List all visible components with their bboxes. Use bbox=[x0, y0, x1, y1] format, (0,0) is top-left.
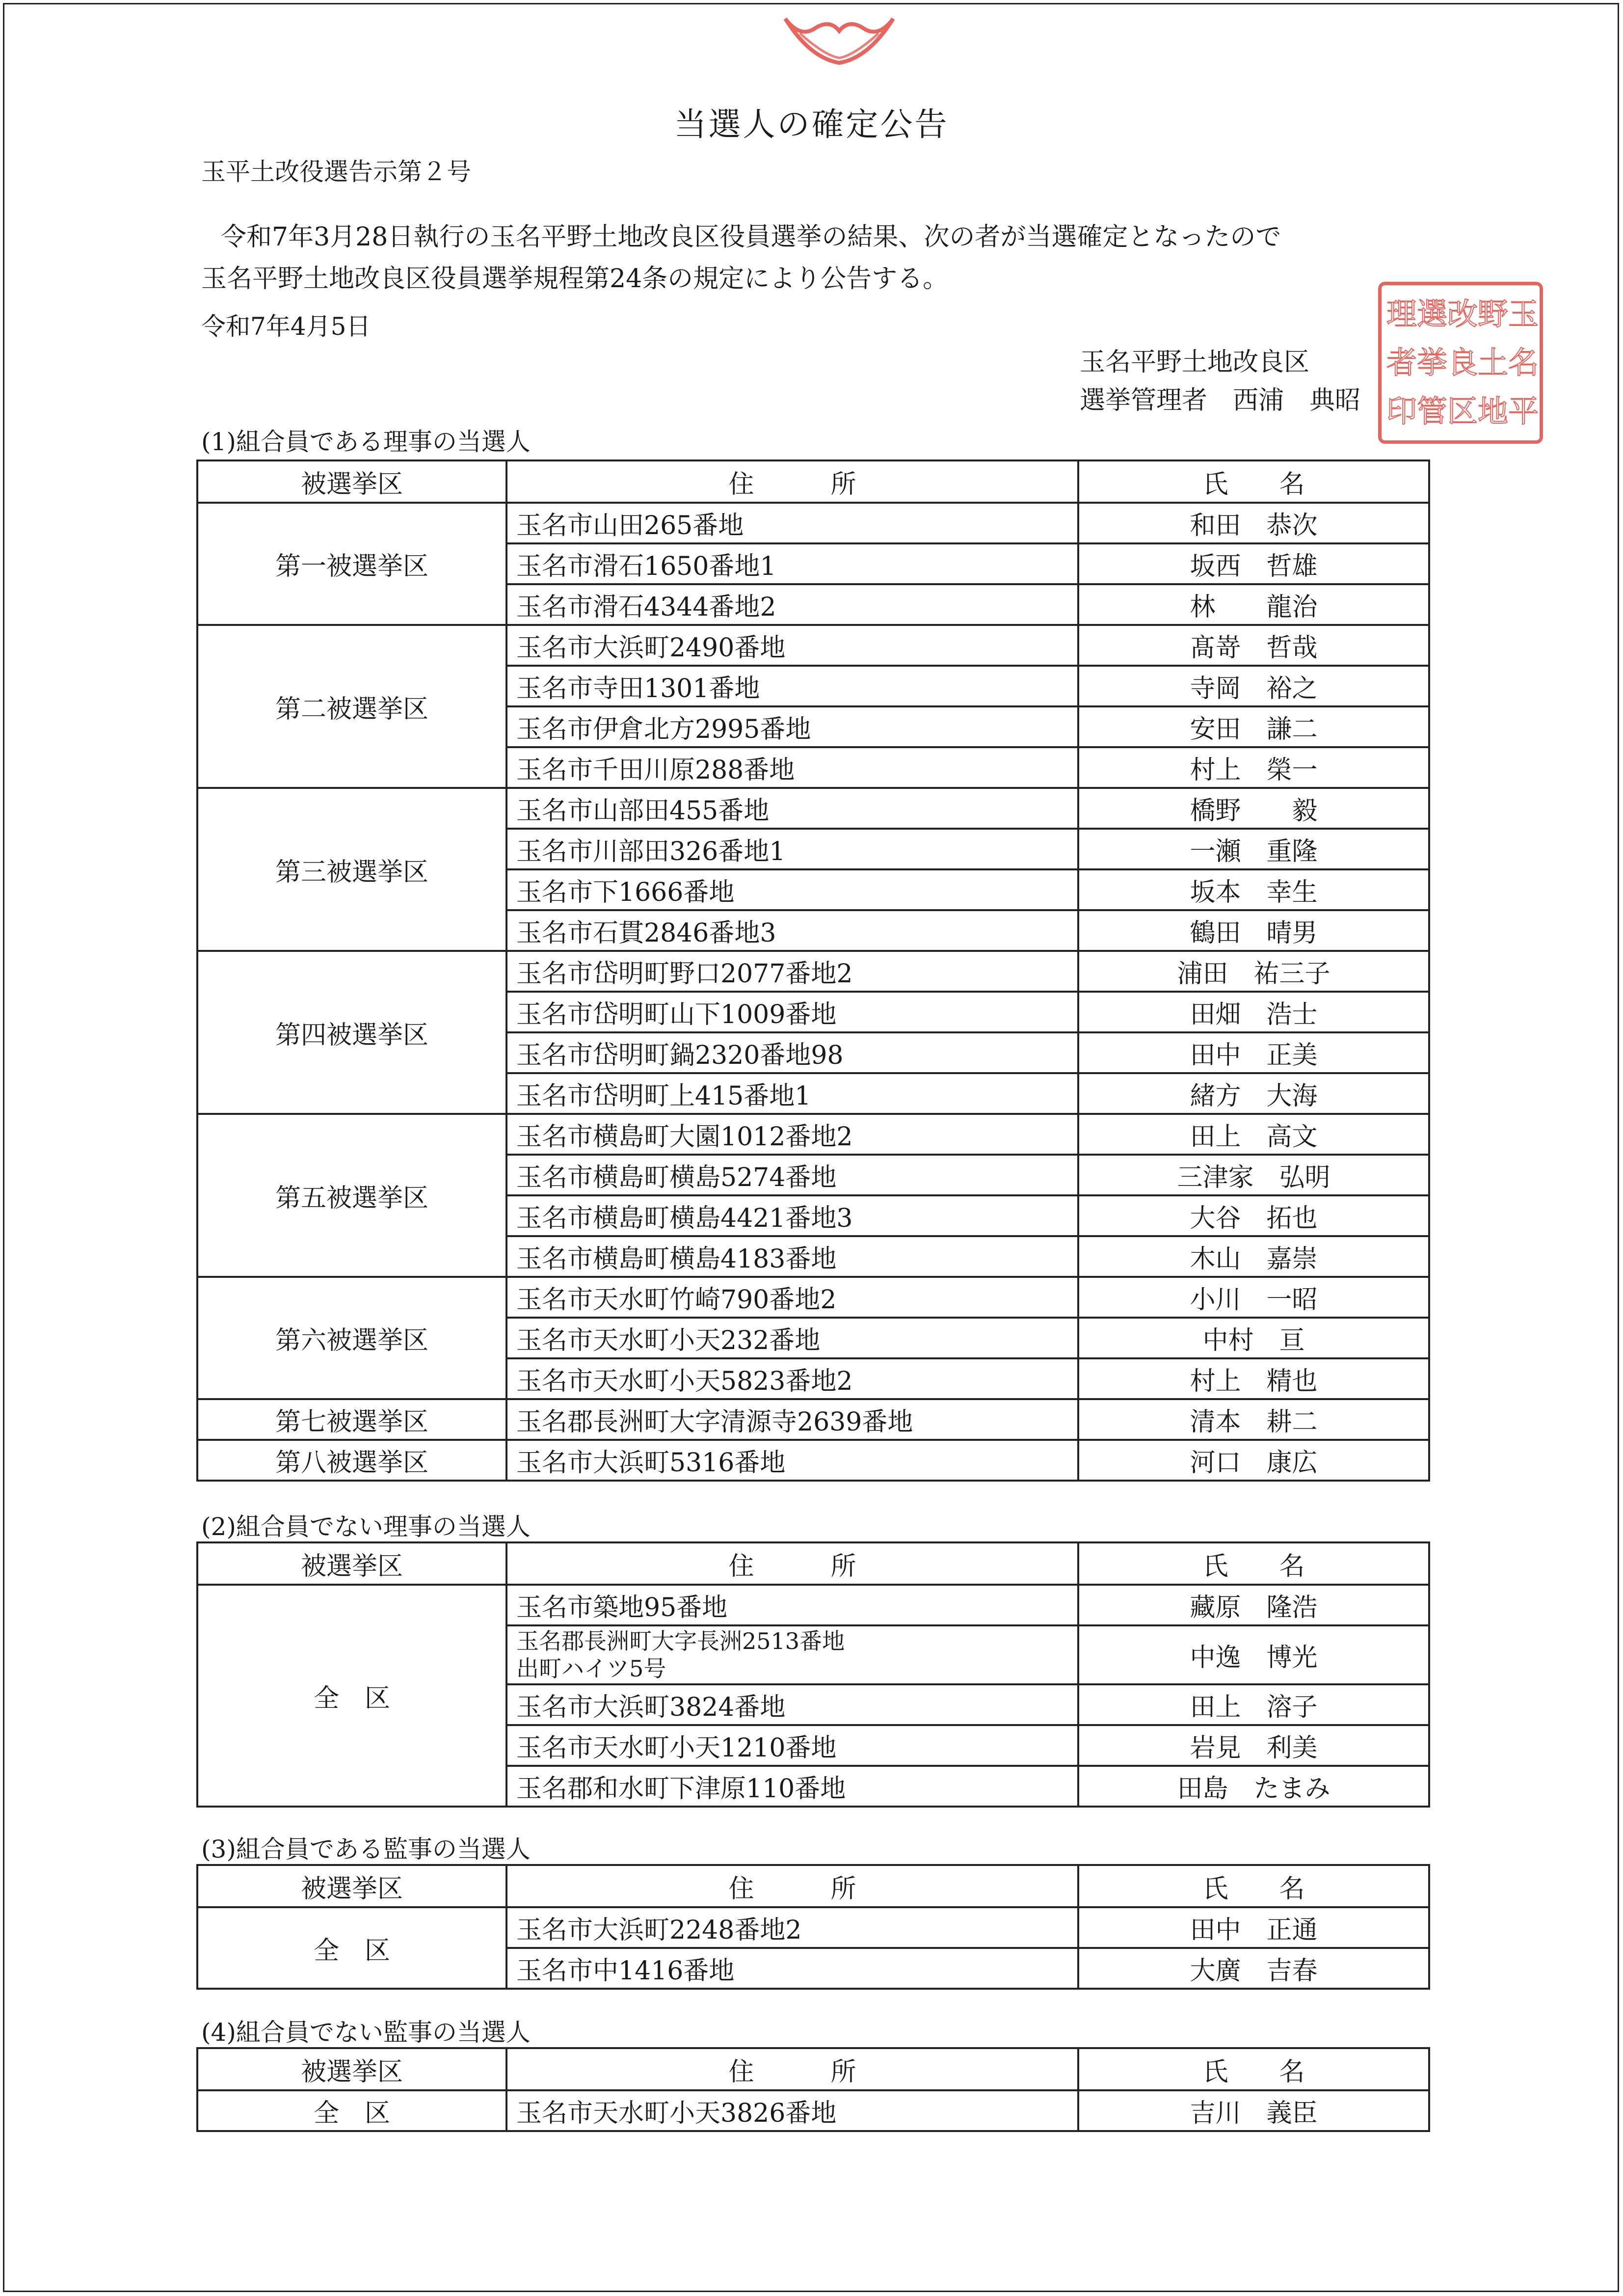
district-cell: 第二被選挙区 bbox=[197, 625, 506, 788]
address-cell: 玉名市天水町小天232番地 bbox=[506, 1318, 1078, 1358]
district-cell: 第一被選挙区 bbox=[197, 503, 506, 625]
table-row bbox=[197, 1114, 1429, 1155]
address-cell: 玉名市横島町大園1012番地2 bbox=[506, 1114, 1078, 1155]
name-cell: 寺岡 裕之 bbox=[1078, 666, 1429, 706]
table-row bbox=[197, 503, 1429, 543]
name-cell: 小川 一昭 bbox=[1078, 1277, 1429, 1318]
seal-character: 地 bbox=[1478, 393, 1509, 429]
header-address: 住 所 bbox=[506, 1865, 1078, 1907]
district-cell: 第五被選挙区 bbox=[197, 1114, 506, 1277]
seal-character: 改 bbox=[1447, 296, 1478, 332]
seal-character: 印 bbox=[1386, 393, 1417, 429]
header-district: 被選挙区 bbox=[197, 1542, 506, 1585]
table-header-row bbox=[197, 1865, 1429, 1907]
address-cell: 玉名市千田川原288番地 bbox=[506, 747, 1078, 788]
seal-character: 者 bbox=[1386, 344, 1417, 380]
name-cell: 浦田 祐三子 bbox=[1078, 951, 1429, 992]
seal-character: 選 bbox=[1417, 296, 1448, 332]
name-cell: 清本 耕二 bbox=[1078, 1399, 1429, 1440]
name-cell: 吉川 義臣 bbox=[1078, 2090, 1429, 2131]
section-title: (2)組合員でない理事の当選人 bbox=[201, 1513, 531, 1541]
header-address: 住 所 bbox=[506, 2048, 1078, 2090]
address-cell: 玉名市天水町竹崎790番地2 bbox=[506, 1277, 1078, 1318]
name-cell: 大廣 吉春 bbox=[1078, 1948, 1429, 1989]
name-cell: 中村 亘 bbox=[1078, 1318, 1429, 1358]
name-cell: 田上 溶子 bbox=[1078, 1684, 1429, 1725]
address-cell: 玉名市山部田455番地 bbox=[506, 788, 1078, 829]
notice-body-line-2: 玉名平野土地改良区役員選挙規程第24条の規定により公告する。 bbox=[201, 264, 949, 294]
address-cell: 玉名市築地95番地 bbox=[506, 1585, 1078, 1625]
name-cell: 一瀬 重隆 bbox=[1078, 829, 1429, 869]
seal-character: 挙 bbox=[1417, 344, 1448, 380]
table-row bbox=[197, 1585, 1429, 1625]
name-cell: 田上 高文 bbox=[1078, 1114, 1429, 1155]
header-address: 住 所 bbox=[506, 1542, 1078, 1585]
address-cell: 玉名市横島町横島5274番地 bbox=[506, 1155, 1078, 1195]
district-cell: 全 区 bbox=[197, 1585, 506, 1807]
seal-character: 理 bbox=[1386, 296, 1417, 332]
notice-number: 玉平土改役選告示第２号 bbox=[201, 158, 471, 186]
table-row bbox=[197, 1907, 1429, 1948]
district-cell: 第六被選挙区 bbox=[197, 1277, 506, 1399]
table-row bbox=[197, 1399, 1429, 1440]
address-cell: 玉名郡和水町下津原110番地 bbox=[506, 1766, 1078, 1807]
address-cell: 玉名市大浜町3824番地 bbox=[506, 1684, 1078, 1725]
name-cell: 和田 恭次 bbox=[1078, 503, 1429, 543]
address-cell: 玉名市岱明町鍋2320番地98 bbox=[506, 1032, 1078, 1073]
name-cell: 大谷 拓也 bbox=[1078, 1195, 1429, 1236]
seal-character: 土 bbox=[1478, 344, 1509, 380]
table-row bbox=[197, 625, 1429, 666]
address-cell: 玉名市滑石4344番地2 bbox=[506, 584, 1078, 625]
winners-table bbox=[196, 1541, 1430, 1808]
table-row bbox=[197, 1440, 1429, 1481]
address-cell: 玉名市中1416番地 bbox=[506, 1948, 1078, 1989]
name-cell: 髙嵜 哲哉 bbox=[1078, 625, 1429, 666]
name-cell: 田中 正通 bbox=[1078, 1907, 1429, 1948]
address-cell: 玉名郡長洲町大字清源寺2639番地 bbox=[506, 1399, 1078, 1440]
table-header-row bbox=[197, 460, 1429, 503]
name-cell: 村上 榮一 bbox=[1078, 747, 1429, 788]
district-cell: 全 区 bbox=[197, 2090, 506, 2131]
district-cell: 第四被選挙区 bbox=[197, 951, 506, 1114]
district-cell: 第三被選挙区 bbox=[197, 788, 506, 951]
table-header-row bbox=[197, 2048, 1429, 2090]
name-cell: 村上 精也 bbox=[1078, 1358, 1429, 1399]
address-cell: 玉名市下1666番地 bbox=[506, 869, 1078, 910]
header-name: 氏 名 bbox=[1078, 1542, 1429, 1585]
seal-character: 野 bbox=[1478, 296, 1509, 332]
address-line-1: 玉名郡長洲町大字長洲2513番地 bbox=[516, 1628, 845, 1654]
address-line-2: 出町ハイツ5号 bbox=[516, 1655, 666, 1682]
table-header-row bbox=[197, 1542, 1429, 1585]
issuer-manager: 選挙管理者 西浦 典昭 bbox=[1080, 386, 1361, 415]
address-cell: 玉名市寺田1301番地 bbox=[506, 666, 1078, 706]
section-title: (4)組合員でない監事の当選人 bbox=[201, 2018, 531, 2047]
section-title: (1)組合員である理事の当選人 bbox=[201, 428, 531, 456]
address-cell: 玉名市岱明町山下1009番地 bbox=[506, 992, 1078, 1032]
district-cell: 第八被選挙区 bbox=[197, 1440, 506, 1481]
header-address: 住 所 bbox=[506, 460, 1078, 503]
winners-table bbox=[196, 2047, 1430, 2132]
district-cell: 全 区 bbox=[197, 1907, 506, 1989]
name-cell: 田島 たまみ bbox=[1078, 1766, 1429, 1807]
address-cell: 玉名市滑石1650番地1 bbox=[506, 543, 1078, 584]
address-cell: 玉名市岱明町上415番地1 bbox=[506, 1073, 1078, 1114]
name-cell: 緒方 大海 bbox=[1078, 1073, 1429, 1114]
red-ribbon-mark bbox=[780, 9, 898, 68]
address-cell: 玉名市横島町横島4421番地3 bbox=[506, 1195, 1078, 1236]
address-cell: 玉名市天水町小天5823番地2 bbox=[506, 1358, 1078, 1399]
name-cell: 鶴田 晴男 bbox=[1078, 910, 1429, 951]
name-cell: 安田 謙二 bbox=[1078, 706, 1429, 747]
seal-character: 平 bbox=[1508, 393, 1539, 429]
address-cell: 玉名市大浜町5316番地 bbox=[506, 1440, 1078, 1481]
seal-character: 区 bbox=[1447, 393, 1478, 429]
address-cell: 玉名市横島町横島4183番地 bbox=[506, 1236, 1078, 1277]
name-cell: 岩見 利美 bbox=[1078, 1725, 1429, 1766]
seal-character: 玉 bbox=[1508, 296, 1539, 332]
name-cell: 橋野 毅 bbox=[1078, 788, 1429, 829]
header-district: 被選挙区 bbox=[197, 460, 506, 503]
notice-body-line-1: 令和7年3月28日執行の玉名平野土地改良区役員選挙の結果、次の者が当選確定となったので bbox=[221, 222, 1281, 252]
name-cell: 河口 康広 bbox=[1078, 1440, 1429, 1481]
address-cell: 玉名市天水町小天1210番地 bbox=[506, 1725, 1078, 1766]
issuer-organization: 玉名平野土地改良区 bbox=[1080, 348, 1310, 377]
name-cell: 田中 正美 bbox=[1078, 1032, 1429, 1073]
address-cell: 玉名市石貫2846番地3 bbox=[506, 910, 1078, 951]
table-row bbox=[197, 951, 1429, 992]
address-cell: 玉名市大浜町2248番地2 bbox=[506, 1907, 1078, 1948]
name-cell: 林 龍治 bbox=[1078, 584, 1429, 625]
winners-table bbox=[196, 459, 1430, 1482]
address-cell: 玉名市岱明町野口2077番地2 bbox=[506, 951, 1078, 992]
official-seal-stamp bbox=[1378, 282, 1543, 444]
name-cell: 坂西 哲雄 bbox=[1078, 543, 1429, 584]
notice-date: 令和7年4月5日 bbox=[201, 312, 371, 341]
section-title: (3)組合員である監事の当選人 bbox=[201, 1835, 531, 1864]
district-cell: 第七被選挙区 bbox=[197, 1399, 506, 1440]
seal-character: 管 bbox=[1417, 393, 1448, 429]
name-cell: 坂本 幸生 bbox=[1078, 869, 1429, 910]
page-title: 当選人の確定公告 bbox=[674, 106, 949, 143]
header-name: 氏 名 bbox=[1078, 2048, 1429, 2090]
address-cell bbox=[506, 1625, 1078, 1684]
address-cell: 玉名市川部田326番地1 bbox=[506, 829, 1078, 869]
header-name: 氏 名 bbox=[1078, 460, 1429, 503]
seal-character: 名 bbox=[1508, 344, 1539, 380]
header-district: 被選挙区 bbox=[197, 1865, 506, 1907]
address-cell: 玉名市山田265番地 bbox=[506, 503, 1078, 543]
address-cell: 玉名市伊倉北方2995番地 bbox=[506, 706, 1078, 747]
header-district: 被選挙区 bbox=[197, 2048, 506, 2090]
name-cell: 中逸 博光 bbox=[1078, 1625, 1429, 1684]
table-row bbox=[197, 2090, 1429, 2131]
name-cell: 田畑 浩士 bbox=[1078, 992, 1429, 1032]
name-cell: 木山 嘉崇 bbox=[1078, 1236, 1429, 1277]
seal-character: 良 bbox=[1447, 344, 1478, 380]
table-row bbox=[197, 1277, 1429, 1318]
address-cell: 玉名市天水町小天3826番地 bbox=[506, 2090, 1078, 2131]
address-cell: 玉名市大浜町2490番地 bbox=[506, 625, 1078, 666]
table-row bbox=[197, 788, 1429, 829]
winners-table bbox=[196, 1864, 1430, 1990]
name-cell: 藏原 隆浩 bbox=[1078, 1585, 1429, 1625]
name-cell: 三津家 弘明 bbox=[1078, 1155, 1429, 1195]
header-name: 氏 名 bbox=[1078, 1865, 1429, 1907]
